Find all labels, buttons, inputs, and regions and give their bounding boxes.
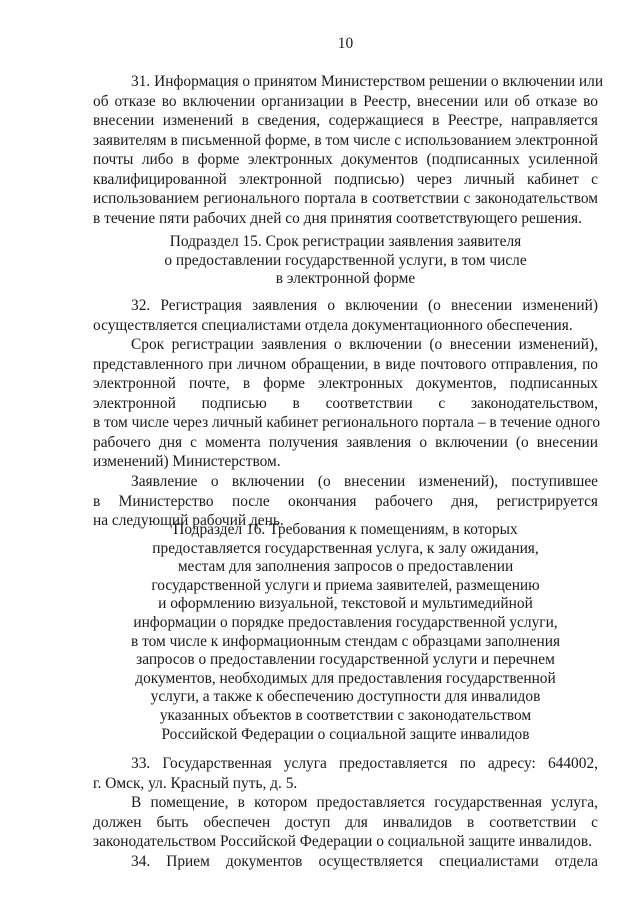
text-line: г. Омск, ул. Красный путь, д. 5. xyxy=(93,774,298,792)
text-line: на следующий рабочий день. xyxy=(93,512,284,529)
paragraph-33-first xyxy=(93,754,598,793)
paragraph-33-second xyxy=(93,793,598,852)
text-line: изменений) Министерством. xyxy=(93,453,281,470)
text-line: в Министерство после окончания рабочего дня, регистрируется xyxy=(93,492,598,510)
heading-line: в электронной форме xyxy=(275,270,416,288)
text-line: квалифицированной электронной подписью) через личный кабинет с xyxy=(93,170,598,188)
text-line: электронной почте, в форме электронных документов, подписанных xyxy=(93,375,598,392)
text-line: 33. Государственная услуга предоставляется по адресу: 644002, xyxy=(131,755,598,772)
heading-line: предоставляется государственная услуга, к залу ожидания, xyxy=(152,539,539,557)
text-line: электронной подписью в соответствии с законодательством, xyxy=(93,394,598,412)
text-line: использованием регионального портала в соответствии с законодательством xyxy=(93,190,598,207)
page-number: 10 xyxy=(337,35,354,52)
text-line: 31. Информация о принятом Министерством решении о включении или xyxy=(131,73,604,90)
paragraph-32-first xyxy=(93,296,598,335)
text-line: В помещение, в котором предоставляется государственная услуга, xyxy=(131,794,598,811)
heading-line: Подраздел 16. Требования к помещениям, в которых xyxy=(173,521,518,538)
text-line: заявителям в письменной форме, в том числе с использованием электронной xyxy=(93,131,598,149)
text-line: законодательством Российской Федерации о социальной защите инвалидов. xyxy=(93,833,592,850)
paragraph-31 xyxy=(93,72,604,228)
heading-line: указанных объектов в соответствии с законодательством xyxy=(159,706,532,724)
text-line: Заявление о включении (о внесении изменений), поступившее xyxy=(131,473,598,490)
heading-line: и оформлению визуальной, текстовой и мультимедийной xyxy=(158,595,533,613)
paragraph-34 xyxy=(93,852,598,872)
text-line: осуществляется специалистами отдела документационного обеспечения. xyxy=(93,316,573,334)
heading-line: запросов о предоставлении государственной услуги и перечнем xyxy=(136,651,555,669)
heading-line: местам для заполнения запросов о предоставлении xyxy=(177,558,514,576)
text-line: представленного при личном обращении, в виде почтового отправления, по xyxy=(93,355,598,373)
heading-line: о предоставлении государственной услуги, в том числе xyxy=(164,251,527,269)
text-line: 34. Прием документов осуществляется специалистами отдела xyxy=(131,853,598,870)
heading-line: информации о порядке предоставления государственной услуги, xyxy=(133,613,558,631)
heading-line: Российской Федерации о социальной защите инвалидов xyxy=(161,725,530,743)
paragraph-32-second xyxy=(93,335,601,472)
subsection-15-heading xyxy=(93,233,598,289)
heading-line: услуги, а также к обеспечению доступности для инвалидов xyxy=(150,688,541,706)
text-line: об отказе во включении организации в Реестр, внесении или об отказе во xyxy=(93,92,598,110)
text-line: 32. Регистрация заявления о включении (о внесении изменений) xyxy=(131,297,598,314)
text-line: Срок регистрации заявления о включении (о внесении изменений), xyxy=(131,336,598,353)
text-line: рабочего дня с момента получения заявления о включении (о внесении xyxy=(93,433,598,451)
heading-line: Подраздел 15. Срок регистрации заявления заявителя xyxy=(169,233,522,250)
text-line: в том числе через личный кабинет регионального портала – в течение одного xyxy=(93,414,601,431)
heading-line: документов, необходимых для предоставления государственной xyxy=(135,669,556,687)
text-line: должен быть обеспечен доступ для инвалидов в соответствии с xyxy=(93,813,598,831)
heading-line: государственной услуги и приема заявителей, размещению xyxy=(151,576,540,594)
text-line: почты либо в форме электронных документов (подписанных усиленной xyxy=(93,151,598,168)
subsection-16-heading xyxy=(93,521,598,744)
text-line: внесении изменений в сведения, содержащиеся в Реестре, направляется xyxy=(93,112,598,129)
text-line: в течение пяти рабочих дней со дня принятия соответствующего решения. xyxy=(93,209,582,227)
heading-line: в том числе к информационным стендам с образцами заполнения xyxy=(130,632,561,650)
